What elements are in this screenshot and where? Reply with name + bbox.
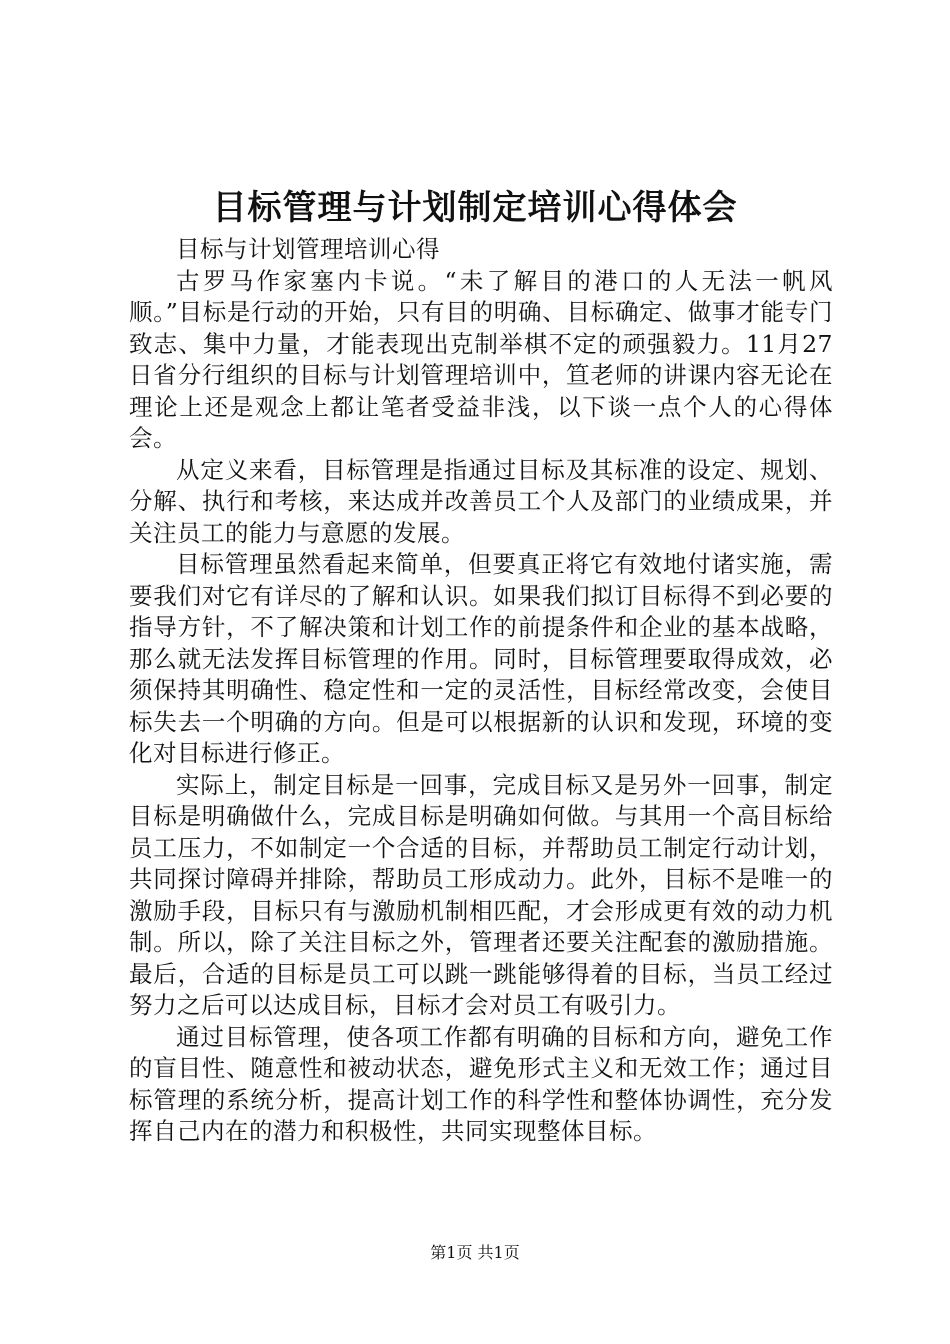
document-body <box>129 234 833 1148</box>
paragraph-4: 实际上，制定目标是一回事，完成目标又是另外一回事，制定目标是明确做什么，完成目标是明确如何做。与其用一个高目标给员工压力，不如制定一个合适的目标，并帮助员工制定行动计划，共同探讨障碍并排除，帮助员工形成动力。此外，目标不是唯一的激励手段，目标只有与激励机制相匹配，才会形成更有效的动力机制。所以，除了关注目标之外，管理者还要关注配套的激励措施。最后，合适的目标是员工可以跳一跳能够得着的目标，当员工经过努力之后可以达成目标，目标才会对员工有吸引力。 <box>129 770 833 1019</box>
page-footer: 第1页 共1页 <box>430 1243 520 1262</box>
paragraph-1: 古罗马作家塞内卡说。“未了解目的港口的人无法一帆风顺。”目标是行动的开始，只有目的明确、目标确定、做事才能专门致志、集中力量，才能表现出克制举棋不定的顽强毅力。11月27日省分行组织的目标与计划管理培训中，笪老师的讲课内容无论在理论上还是观念上都让笔者受益非浅，以下谈一点个人的心得体会。 <box>129 266 833 452</box>
document-title: 目标管理与计划制定培训心得体会 <box>212 188 738 228</box>
paragraph-2: 从定义来看，目标管理是指通过目标及其标准的设定、规划、分解、执行和考核，来达成并改善员工个人及部门的业绩成果，并关注员工的能力与意愿的发展。 <box>129 455 833 547</box>
paragraph-subtitle: 目标与计划管理培训心得 <box>176 235 440 263</box>
paragraph-3: 目标管理虽然看起来简单，但要真正将它有效地付诸实施，需要我们对它有详尽的了解和认识。如果我们拟订目标得不到必要的指导方针，不了解决策和计划工作的前提条件和企业的基本战略，那么就无法发挥目标管理的作用。同时，目标管理要取得成效，必须保持其明确性、稳定性和一定的灵活性，目标经常改变，会使目标失去一个明确的方向。但是可以根据新的认识和发现，环境的变化对目标进行修正。 <box>129 550 833 767</box>
paragraph-5: 通过目标管理，使各项工作都有明确的目标和方向，避免工作的盲目性、随意性和被动状态，避免形式主义和无效工作；通过目标管理的系统分析，提高计划工作的科学性和整体协调性，充分发挥自己内在的潜力和积极性，共同实现整体目标。 <box>129 1022 833 1145</box>
